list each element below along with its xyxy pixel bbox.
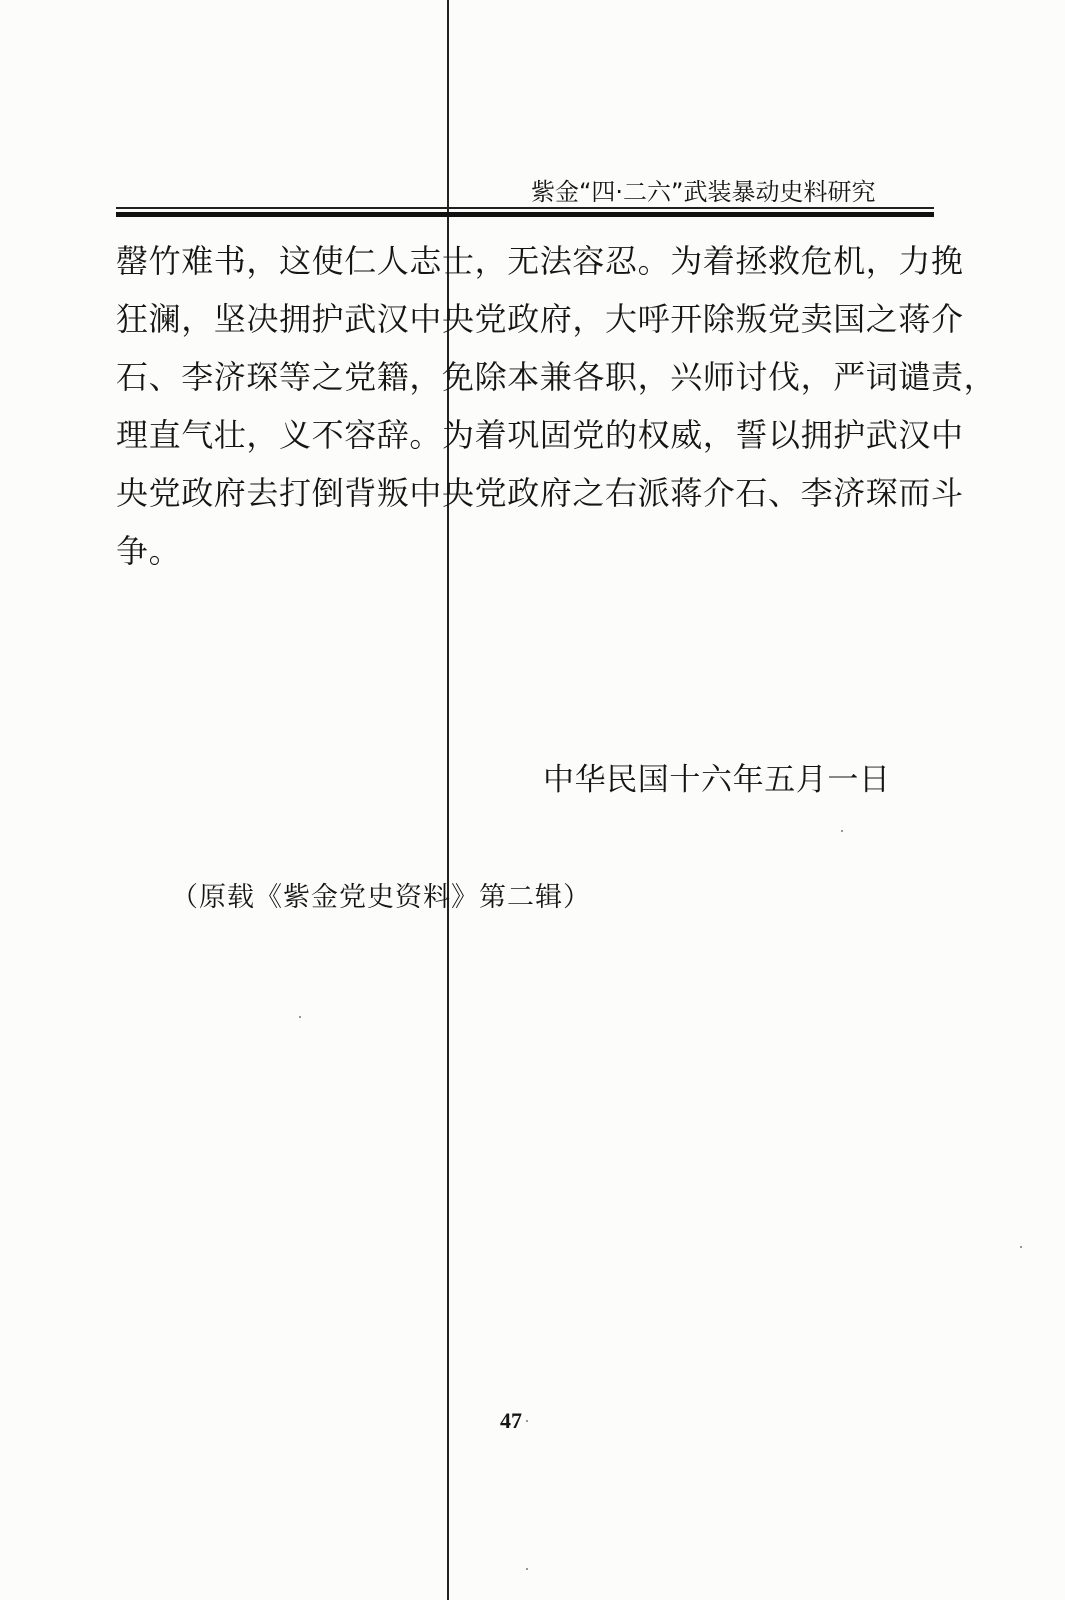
scan-speck xyxy=(526,1420,528,1422)
body-line: 理直气壮，义不容辞。为着巩固党的权威，誓以拥护武汉中 xyxy=(116,416,964,454)
scan-speck xyxy=(526,1568,528,1570)
scan-speck xyxy=(1020,1246,1022,1248)
body-line: 石、李济琛等之党籍，免除本兼各职，兴师讨伐，严词谴责， xyxy=(116,358,997,396)
body-line: 罄竹难书，这使仁人志士，无法容忍。为着拯救危机，力挽 xyxy=(116,242,964,280)
date-line: 中华民国十六年五月一日 xyxy=(543,762,891,798)
body-line: 争。 xyxy=(116,532,182,570)
scan-speck xyxy=(299,1016,301,1018)
header-rule-thin xyxy=(116,207,934,209)
header-rule-thick xyxy=(116,212,934,217)
body-line: 央党政府去打倒背叛中央党政府之右派蒋介石、李济琛而斗 xyxy=(116,474,964,512)
body-paragraph xyxy=(116,232,997,580)
scan-speck xyxy=(841,830,843,832)
running-head: 紫金“四·二六”武装暴动史料研究 xyxy=(531,178,876,206)
body-line: 狂澜，坚决拥护武汉中央党政府，大呼开除叛党卖国之蒋介 xyxy=(116,300,964,338)
page-number: 47 xyxy=(500,1408,522,1433)
source-note: （原载《紫金党史资料》第二辑） xyxy=(171,882,591,913)
